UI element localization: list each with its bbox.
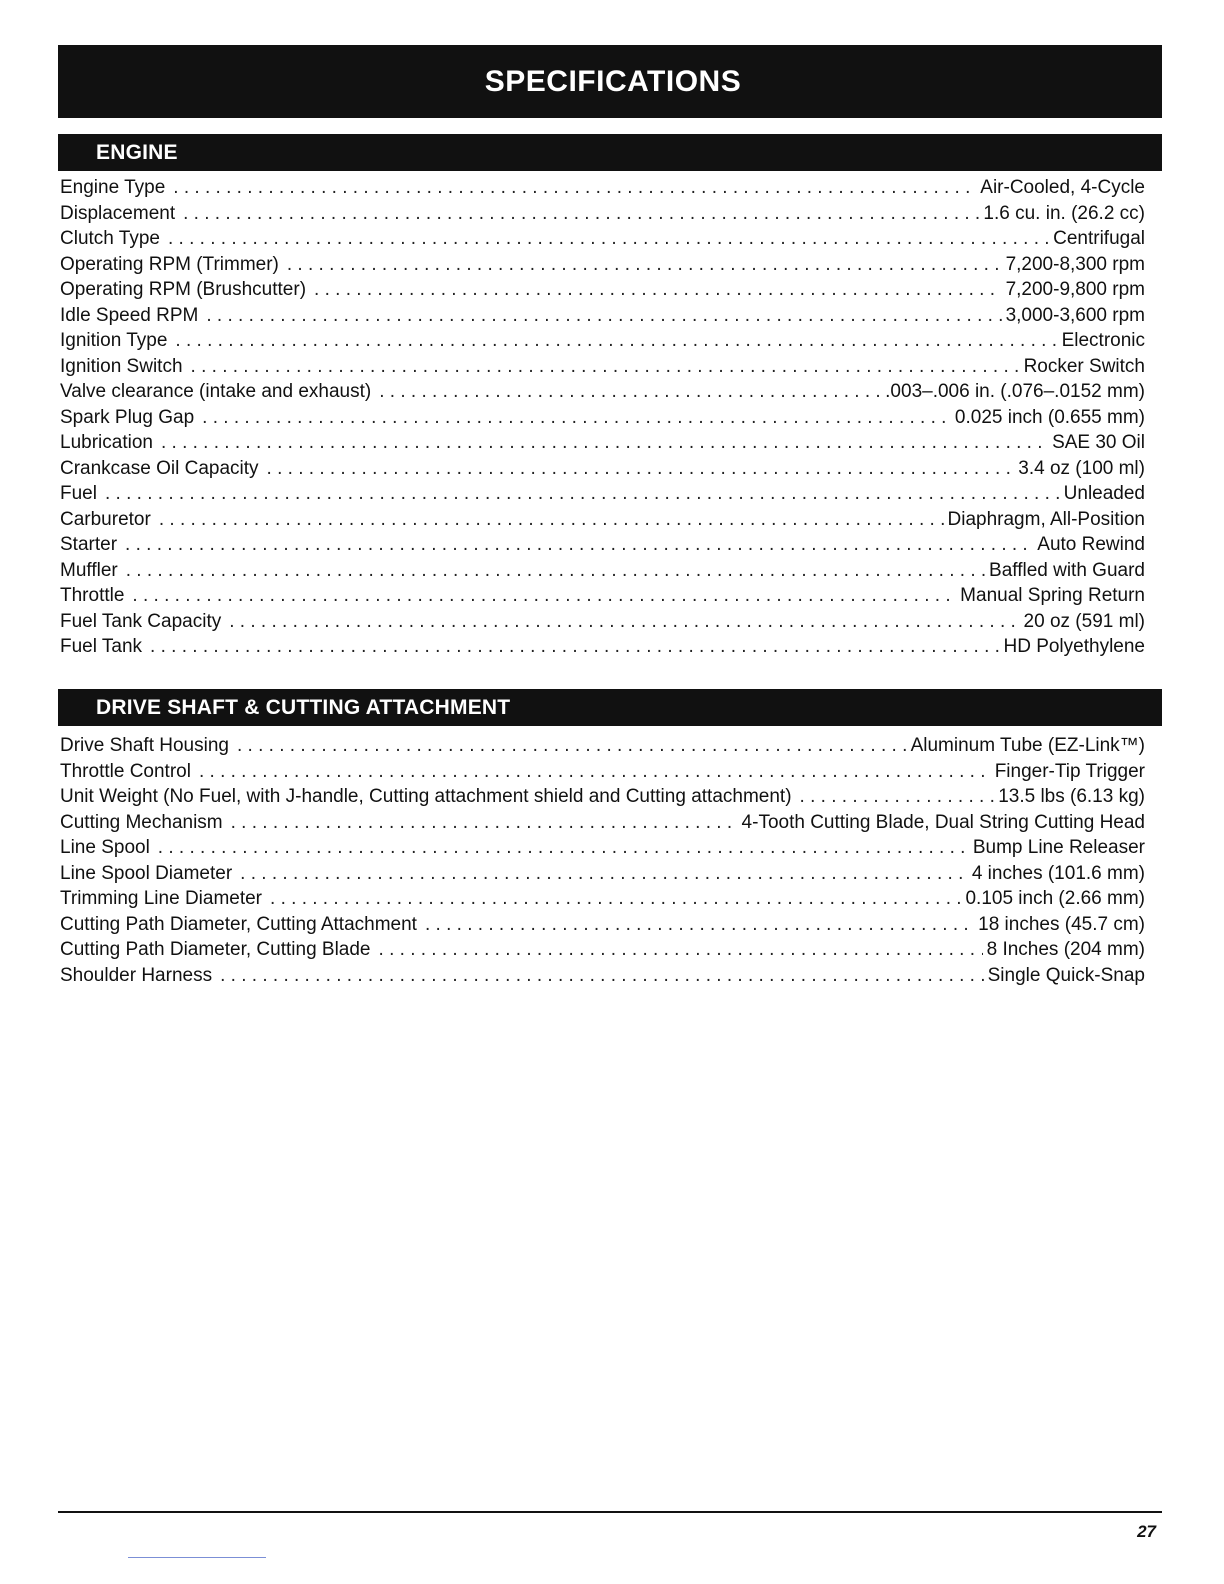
- spec-value: Baffled with Guard: [989, 559, 1145, 581]
- spec-value: 20 oz (591 ml): [1023, 610, 1145, 632]
- spec-row: [60, 456, 1145, 482]
- dot-leader: [199, 759, 991, 785]
- spec-row: [60, 835, 1145, 861]
- spec-label: Ignition Type: [60, 330, 168, 351]
- dot-leader: [379, 937, 983, 963]
- spec-value: Diaphragm, All-Position: [947, 508, 1145, 530]
- spec-value: 7,200-9,800 rpm: [1005, 279, 1145, 300]
- dot-leader: [159, 507, 944, 533]
- dot-leader: [240, 861, 968, 887]
- spec-value: 8 Inches (204 mm): [986, 939, 1145, 960]
- drive-spec-list: [60, 733, 1145, 988]
- spec-row: [60, 226, 1145, 252]
- spec-row: [60, 937, 1145, 963]
- dot-leader: [125, 532, 1033, 558]
- spec-row: [60, 609, 1145, 635]
- spec-row: [60, 405, 1145, 431]
- spec-label: Drive Shaft Housing: [60, 735, 229, 756]
- dot-leader: [105, 481, 1060, 507]
- spec-value: Single Quick-Snap: [987, 964, 1145, 986]
- spec-row: [60, 963, 1145, 989]
- spec-label: Clutch Type: [60, 228, 160, 249]
- spec-row: [60, 430, 1145, 456]
- spec-value: Manual Spring Return: [960, 585, 1145, 606]
- spec-value: Air-Cooled, 4-Cycle: [980, 177, 1145, 198]
- page-number: 27: [1137, 1522, 1156, 1541]
- spec-label: Cutting Path Diameter, Cutting Attachment: [60, 913, 417, 935]
- spec-value: 4-Tooth Cutting Blade, Dual String Cutting Head: [741, 811, 1145, 833]
- spec-row: [60, 886, 1145, 912]
- spec-value: Unleaded: [1063, 483, 1145, 504]
- section-heading: ENGINE: [96, 140, 178, 164]
- spec-label: Cutting Path Diameter, Cutting Blade: [60, 939, 371, 960]
- spec-label: Cutting Mechanism: [60, 811, 223, 833]
- spec-row: [60, 558, 1145, 584]
- spec-label: Throttle Control: [60, 760, 191, 782]
- spec-label: Operating RPM (Trimmer): [60, 253, 279, 275]
- spec-value: 3.4 oz (100 ml): [1018, 457, 1145, 479]
- spec-row: [60, 354, 1145, 380]
- spec-value: Aluminum Tube (EZ-Link™): [910, 735, 1145, 756]
- spec-row: [60, 201, 1145, 227]
- dot-leader: [183, 201, 979, 227]
- spec-label: Engine Type: [60, 177, 166, 198]
- spec-label: Line Spool Diameter: [60, 862, 233, 884]
- decorative-line: [128, 1557, 266, 1558]
- dot-leader: [126, 558, 985, 584]
- dot-leader: [379, 379, 881, 405]
- spec-label: Line Spool: [60, 837, 150, 858]
- spec-label: Muffler: [60, 559, 118, 581]
- dot-leader: [175, 328, 1057, 354]
- spec-row: [60, 634, 1145, 660]
- spec-label: Fuel: [60, 483, 97, 504]
- spec-value: 4 inches (101.6 mm): [971, 862, 1145, 884]
- spec-label: Idle Speed RPM: [60, 304, 199, 326]
- spec-row: [60, 328, 1145, 354]
- spec-value: Centrifugal: [1053, 228, 1145, 249]
- spec-label: Unit Weight (No Fuel, with J-handle, Cutting attachment shield and Cutting attachment): [60, 786, 792, 807]
- spec-row: [60, 733, 1145, 759]
- dot-leader: [150, 634, 999, 660]
- spec-value: 18 inches (45.7 cm): [978, 913, 1145, 935]
- section-header-drive-shaft: [58, 689, 1162, 726]
- spec-row: [60, 583, 1145, 609]
- page-title: SPECIFICATIONS: [484, 64, 742, 98]
- spec-label: Throttle: [60, 585, 125, 606]
- spec-value: 13.5 lbs (6.13 kg): [998, 786, 1145, 807]
- page-title-bar: [58, 45, 1162, 118]
- spec-value: 7,200-8,300 rpm: [1005, 253, 1145, 275]
- spec-label: Starter: [60, 534, 118, 555]
- spec-row: [60, 481, 1145, 507]
- spec-label: Displacement: [60, 202, 176, 224]
- dot-leader: [173, 175, 976, 201]
- spec-value: Electronic: [1061, 330, 1145, 351]
- spec-value: 3,000-3,600 rpm: [1005, 304, 1145, 326]
- dot-leader: [168, 226, 1049, 252]
- spec-label: Crankcase Oil Capacity: [60, 457, 259, 479]
- spec-value: Bump Line Releaser: [972, 837, 1145, 858]
- spec-value: HD Polyethylene: [1003, 636, 1145, 657]
- spec-label: Ignition Switch: [60, 355, 183, 377]
- spec-row: [60, 175, 1145, 201]
- spec-value: 0.105 inch (2.66 mm): [965, 888, 1145, 909]
- spec-value: .003–.006 in. (.076–.0152 mm): [885, 381, 1145, 402]
- spec-row: [60, 303, 1145, 329]
- spec-value: Finger-Tip Trigger: [994, 760, 1145, 782]
- dot-leader: [132, 583, 956, 609]
- dot-leader: [287, 252, 1002, 278]
- spec-row: [60, 759, 1145, 785]
- dot-leader: [206, 303, 1001, 329]
- spec-row: [60, 507, 1145, 533]
- spec-value: SAE 30 Oil: [1052, 432, 1145, 453]
- section-heading: DRIVE SHAFT & CUTTING ATTACHMENT: [96, 695, 511, 719]
- spec-label: Shoulder Harness: [60, 964, 213, 986]
- dot-leader: [237, 733, 907, 759]
- spec-label: Operating RPM (Brushcutter): [60, 279, 307, 300]
- dot-leader: [267, 456, 1015, 482]
- dot-leader: [229, 609, 1019, 635]
- dot-leader: [270, 886, 961, 912]
- section-header-engine: [58, 134, 1162, 171]
- engine-spec-list: [60, 175, 1145, 660]
- dot-leader: [191, 354, 1020, 380]
- dot-leader: [202, 405, 951, 431]
- dot-leader: [161, 430, 1048, 456]
- footer-divider: [58, 1511, 1162, 1513]
- dot-leader: [314, 277, 1002, 303]
- spec-label: Valve clearance (intake and exhaust): [60, 381, 372, 402]
- spec-label: Lubrication: [60, 432, 153, 453]
- spec-row: [60, 252, 1145, 278]
- dot-leader: [800, 784, 995, 810]
- spec-row: [60, 532, 1145, 558]
- spec-row: [60, 912, 1145, 938]
- dot-leader: [158, 835, 969, 861]
- spec-label: Spark Plug Gap: [60, 406, 195, 428]
- spec-value: Rocker Switch: [1023, 355, 1145, 377]
- dot-leader: [220, 963, 984, 989]
- spec-value: Auto Rewind: [1037, 534, 1145, 555]
- spec-row: [60, 861, 1145, 887]
- spec-value: 1.6 cu. in. (26.2 cc): [983, 202, 1145, 224]
- spec-label: Carburetor: [60, 508, 151, 530]
- spec-row: [60, 784, 1145, 810]
- spec-label: Fuel Tank: [60, 636, 143, 657]
- spec-row: [60, 810, 1145, 836]
- spec-row: [60, 379, 1145, 405]
- dot-leader: [231, 810, 738, 836]
- spec-value: 0.025 inch (0.655 mm): [954, 406, 1145, 428]
- spec-row: [60, 277, 1145, 303]
- spec-label: Trimming Line Diameter: [60, 888, 263, 909]
- spec-label: Fuel Tank Capacity: [60, 610, 222, 632]
- dot-leader: [425, 912, 974, 938]
